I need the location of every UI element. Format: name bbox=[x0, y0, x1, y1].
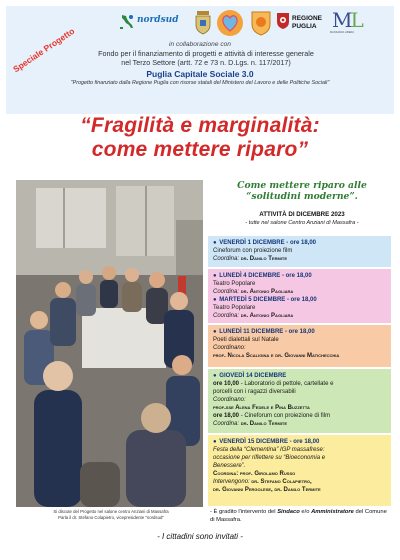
event-3-coord-label: Coordinano: bbox=[213, 345, 246, 351]
regione-line1: REGIONE bbox=[292, 15, 322, 22]
event-5-line3: Benessere”. bbox=[213, 463, 246, 469]
regione-puglia-logo bbox=[276, 12, 322, 34]
coord-name: dr. Danilo Termite bbox=[240, 256, 288, 262]
event-time: ore 10,00 bbox=[213, 381, 240, 387]
event-4-coordinators: prof.sse Alena Fedele e Pina Buzzetta bbox=[213, 405, 310, 411]
coord-label: Coordina: bbox=[213, 421, 240, 427]
bullet-icon: ● bbox=[213, 329, 217, 335]
mayor-note bbox=[210, 508, 390, 524]
coord-label: Coordina: bbox=[213, 289, 240, 295]
fund-line-1: Fondo per il finanziamento di progetti e attività di interesse generale bbox=[98, 49, 314, 58]
orange-shield-logo-icon bbox=[250, 10, 272, 36]
event-5-line1: Festa della “Clementina” IGP massafrese: bbox=[213, 447, 325, 453]
location-line: - tutte nel salone Centro Anziani di Massafra - bbox=[245, 220, 359, 226]
event-2-line3: Teatro Popolare bbox=[213, 305, 256, 311]
event-4-coord-label: Coordinano: bbox=[213, 397, 246, 403]
nordsud-wordmark: nordsud bbox=[137, 15, 179, 25]
note-text: - È gradito l'intervento del bbox=[210, 509, 276, 515]
event-2-day2 bbox=[213, 296, 386, 304]
bullet-icon: ● bbox=[213, 297, 217, 303]
event-2-coord2 bbox=[213, 312, 386, 320]
ml-monogram: ML bbox=[332, 8, 362, 32]
bullet-icon: ● bbox=[213, 373, 217, 379]
special-project-ribbon: Speciale Progetto bbox=[11, 25, 77, 75]
event-day: VENERDÌ 15 DICEMBRE - ore 18,00 bbox=[219, 439, 320, 445]
coord-name: dr. Danilo Termite bbox=[240, 421, 288, 427]
note-sindaco: Sindaco bbox=[277, 509, 300, 515]
note-text: e/o bbox=[301, 509, 310, 515]
event-day: LUNEDÌ 11 DICEMBRE - ore 18,00 bbox=[219, 329, 315, 335]
event-box-3 bbox=[208, 325, 391, 367]
speaker-name: dr. Stefano Colapietro, bbox=[251, 479, 312, 485]
program-subtitle bbox=[212, 180, 392, 202]
coord-label: Coordina: bbox=[213, 256, 240, 262]
program-name: Puglia Capitale Sociale 3.0 bbox=[146, 69, 254, 79]
event-activity: - Laboratorio di pettole, cartellate e bbox=[239, 381, 334, 387]
bullet-icon: ● bbox=[213, 240, 217, 246]
event-4-line2: porcelli con i ragazzi diversabili bbox=[213, 389, 296, 395]
fund-line-2: nel Terzo Settore (artt. 72 e 73 n. D.Lgs. n. 117/2017) bbox=[121, 57, 291, 67]
event-5-coordinator: Coordina: prof. Girolamo Russo bbox=[213, 471, 296, 477]
event-activity: - Cineforum con proiezione di film bbox=[239, 413, 331, 419]
caption-line-2: Parla il dr. Stefano Colapietro, vicepresidente "nordsud" bbox=[58, 515, 164, 520]
event-box-5 bbox=[208, 435, 391, 506]
subtitle-line-1: Come mettere riparo alle bbox=[237, 180, 367, 191]
caption-line-1: Si discute del Progetto nel salone centro Anziani di Massafra bbox=[53, 509, 169, 514]
meeting-photo-illustration bbox=[16, 180, 203, 507]
event-3-day bbox=[213, 328, 386, 336]
event-day: LUNEDÌ 4 DICEMBRE - ore 18,00 bbox=[219, 273, 312, 279]
event-box-1 bbox=[208, 236, 391, 267]
coord-name: dr. Antonio Pagliara bbox=[240, 313, 294, 319]
bullet-icon: ● bbox=[213, 273, 217, 279]
heart-hands-logo-icon bbox=[216, 9, 244, 37]
event-5-speakers-2: dr. Giovanni Pergolese, dr. Danilo Termite bbox=[213, 487, 321, 493]
event-3-line1: Poeti dialettali sul Natale bbox=[213, 337, 279, 343]
event-box-2 bbox=[208, 269, 391, 323]
event-day: MARTEDÌ 5 DICEMBRE - ore 18,00 bbox=[219, 297, 317, 303]
event-4-coord2 bbox=[213, 420, 386, 428]
invitation-line: - I cittadini sono invitati - bbox=[157, 532, 243, 541]
event-day: VENERDÌ 1 DICEMBRE - ore 18,00 bbox=[219, 240, 316, 246]
subtitle-line-2: “solitudini moderne”. bbox=[246, 191, 358, 202]
title-line-1: “Fragilità e marginalità: bbox=[80, 114, 320, 137]
title-line-2: come mettere riparo” bbox=[91, 138, 309, 161]
funding-note: "Progetto finanziato dalla Regione Puglia con risorse statali del Ministero del Lavoro e delle Politiche Sociali" bbox=[70, 80, 330, 86]
photo-caption bbox=[16, 509, 206, 521]
logo-strip bbox=[106, 8, 392, 40]
coord-label: Coordina: bbox=[213, 313, 240, 319]
event-5-line2: occasione per riflettere su “Bioeconomia e bbox=[213, 455, 326, 461]
bullet-icon: ● bbox=[213, 439, 217, 445]
main-title bbox=[0, 114, 400, 162]
event-4-day bbox=[213, 372, 386, 380]
fund-description bbox=[26, 50, 386, 68]
event-box-4 bbox=[208, 369, 391, 433]
event-3-coordinators: prof. Nicola Scaligina e dr. Giovanni Matichecchia bbox=[213, 353, 340, 359]
speakers-label: Intervengono: bbox=[213, 479, 250, 485]
event-1-day bbox=[213, 239, 386, 247]
ml-small-text: MASSAFRA LIBERA bbox=[330, 31, 355, 34]
event-day: GIOVEDÌ 14 DICEMBRE bbox=[219, 373, 287, 379]
event-4-line1 bbox=[213, 380, 386, 388]
collaboration-text: in collaborazione con bbox=[169, 41, 231, 48]
event-2-coord bbox=[213, 288, 386, 296]
event-1-coord bbox=[213, 255, 386, 263]
regione-logo-text bbox=[292, 15, 322, 30]
regione-shield-icon bbox=[276, 12, 290, 30]
note-amministratore: Amministratore bbox=[311, 509, 354, 515]
event-2-line1: Teatro Popolare bbox=[213, 281, 256, 287]
nordsud-logo bbox=[116, 10, 179, 36]
header-block bbox=[6, 6, 394, 114]
event-2-day bbox=[213, 272, 386, 280]
coord-name: dr. Antonio Pagliara bbox=[240, 289, 294, 295]
event-5-day bbox=[213, 438, 386, 446]
event-time: ore 18,00 bbox=[213, 413, 240, 419]
meeting-photo bbox=[16, 180, 203, 507]
event-1-line1: Cineforum con proiezione film bbox=[213, 248, 293, 254]
event-5-speakers bbox=[213, 478, 386, 486]
activities-heading: ATTIVITÀ DI DICEMBRE 2023 bbox=[259, 211, 345, 218]
massafra-libera-logo bbox=[330, 8, 364, 38]
municipal-crest-icon bbox=[194, 11, 212, 35]
note-text: del Comune di Massafra. bbox=[210, 509, 387, 523]
event-4-line5 bbox=[213, 412, 386, 420]
regione-line2: PUGLIA bbox=[292, 22, 317, 30]
italy-map-icon bbox=[116, 13, 136, 33]
